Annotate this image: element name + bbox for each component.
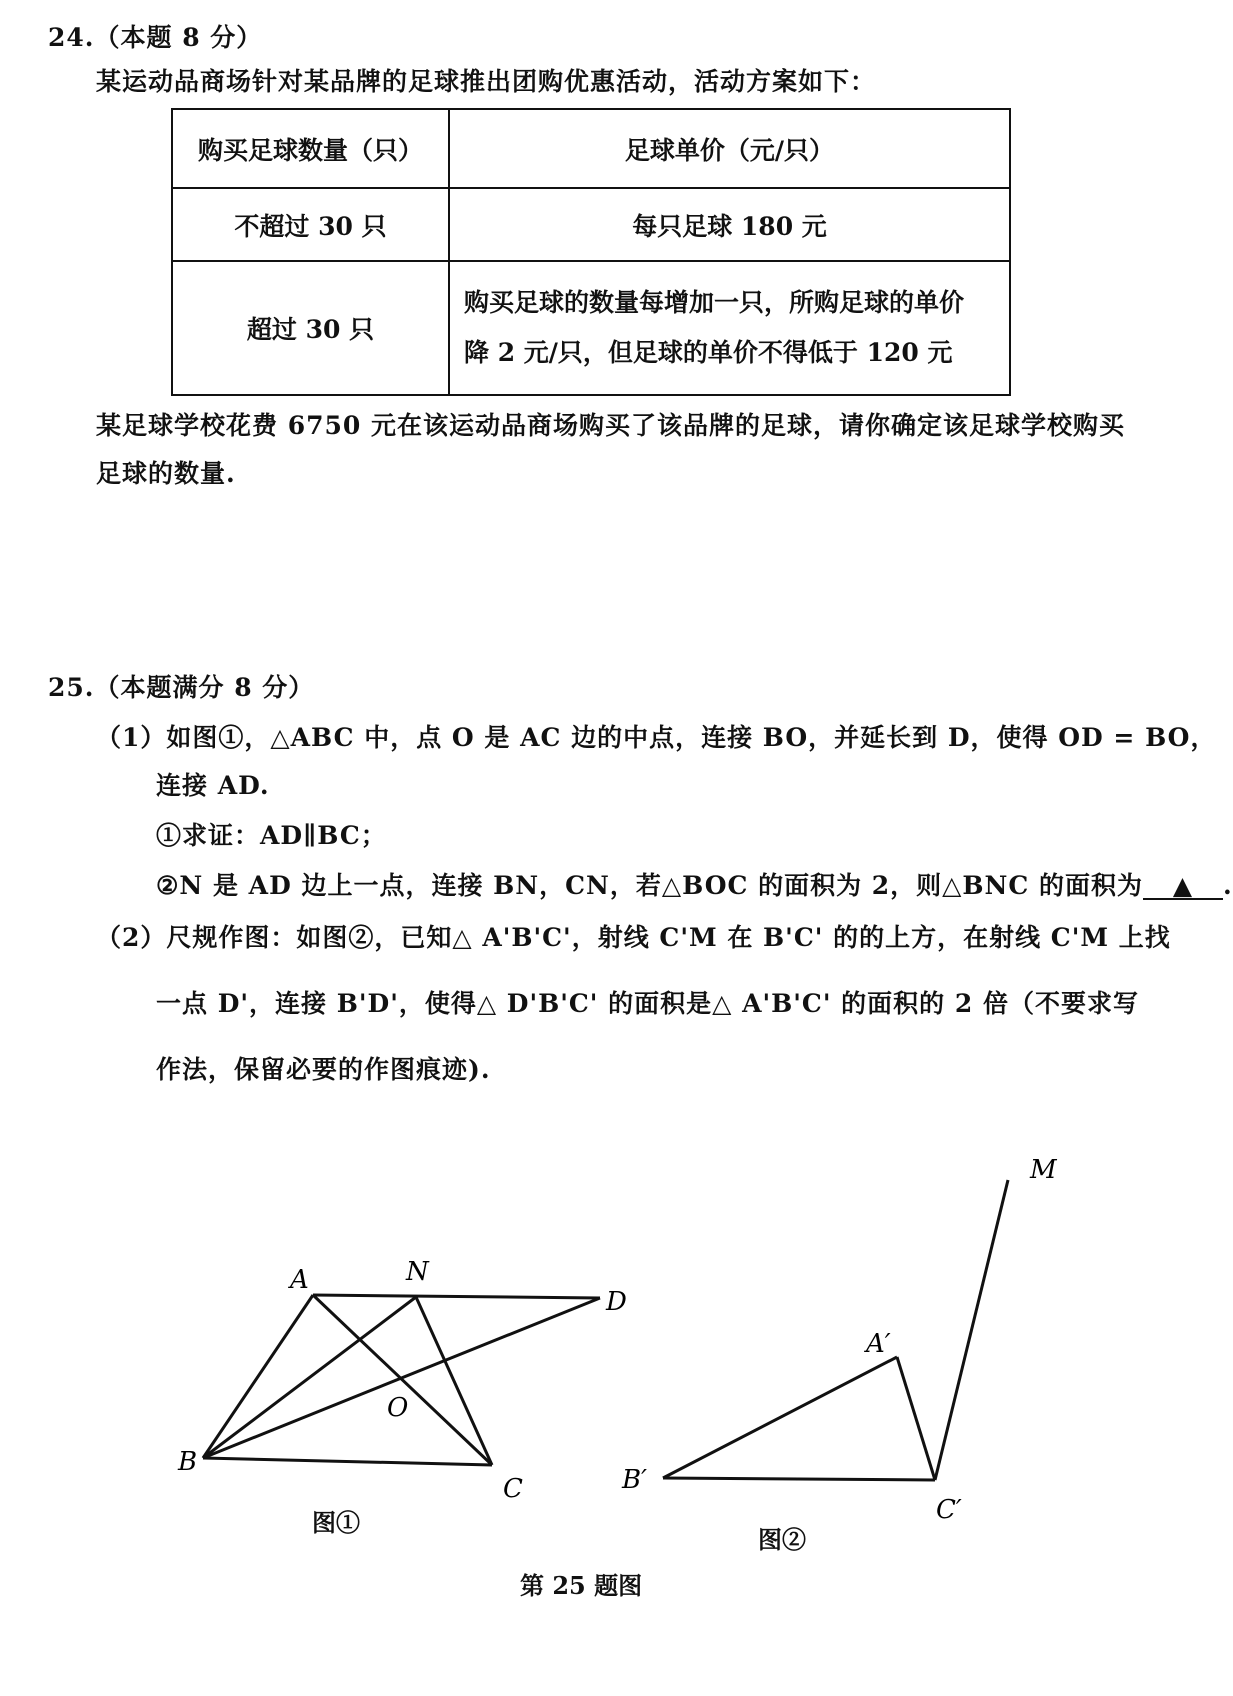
segment-BN bbox=[203, 1297, 416, 1458]
figures-svg bbox=[0, 1120, 1187, 1600]
point-label-C: C bbox=[503, 1474, 523, 1504]
q24-title: 24.（本题 8 分） bbox=[48, 23, 263, 52]
figure-2 bbox=[663, 1180, 1008, 1480]
row2-quantity: 超过 30 只 bbox=[172, 261, 449, 395]
q24-question-line2: 足球的数量. bbox=[96, 459, 236, 488]
segment-AC bbox=[313, 1295, 492, 1465]
point-label-O: O bbox=[387, 1393, 409, 1423]
figure-1 bbox=[203, 1295, 600, 1465]
table-row bbox=[172, 261, 1010, 395]
answer-blank: ▲ bbox=[1143, 874, 1223, 900]
segment-AB bbox=[203, 1295, 313, 1458]
offer-table-header bbox=[172, 109, 1010, 188]
figure-1-label: 图① bbox=[312, 1508, 360, 1537]
q25-part1-line2: 连接 AD. bbox=[156, 771, 270, 800]
point-label-C-prime: C′ bbox=[936, 1495, 962, 1525]
figure-caption: 第 25 题图 bbox=[520, 1571, 643, 1600]
header-quantity: 购买足球数量（只） bbox=[172, 109, 449, 188]
point-label-A-prime: A′ bbox=[866, 1329, 891, 1359]
row2-price-line1: 购买足球的数量每增加一只，所购足球的单价 bbox=[464, 288, 965, 318]
segment-CN bbox=[416, 1297, 492, 1465]
header-price: 足球单价（元/只） bbox=[449, 109, 1010, 188]
q24-intro: 某运动品商场针对某品牌的足球推出团购优惠活动，活动方案如下： bbox=[96, 67, 877, 96]
q25-part2-line3: 作法，保留必要的作图痕迹). bbox=[156, 1055, 491, 1084]
row2-price-line2: 降 2 元/只，但足球的单价不得低于 120 元 bbox=[464, 338, 953, 368]
figure-2-label: 图② bbox=[758, 1525, 806, 1554]
segment-AD bbox=[313, 1295, 600, 1298]
q25-title: 25.（本题满分 8 分） bbox=[48, 673, 315, 702]
point-label-A: A bbox=[290, 1265, 309, 1295]
segment-A'B' bbox=[663, 1357, 897, 1478]
offer-table bbox=[171, 108, 1011, 396]
q24-question-line1: 某足球学校花费 6750 元在该运动品商场购买了该品牌的足球，请你确定该足球学校购买 bbox=[96, 411, 1125, 440]
answer-period: . bbox=[1223, 871, 1233, 900]
q25-part2-line2: 一点 D'，连接 B'D'，使得△ D'B'C' 的面积是△ A'B'C' 的面积的 2 倍（不要求写 bbox=[156, 989, 1139, 1018]
point-label-N: N bbox=[406, 1257, 429, 1287]
row1-quantity: 不超过 30 只 bbox=[172, 188, 449, 261]
segment-BD bbox=[203, 1298, 600, 1458]
point-label-B: B bbox=[178, 1447, 198, 1477]
q25-part1-line1: （1）如图①，△ABC 中，点 O 是 AC 边的中点，连接 BO，并延长到 D，使得 OD = BO， bbox=[96, 723, 1217, 752]
point-label-B-prime: B′ bbox=[622, 1465, 648, 1495]
q25-part2-line1: （2）尺规作图：如图②，已知△ A'B'C'，射线 C'M 在 B'C' 的的上方，在射线 C'M 上找 bbox=[96, 923, 1171, 952]
q25-part1-sub2-text: ②N 是 AD 边上一点，连接 BN，CN，若△BOC 的面积为 2，则△BNC 的面积为 bbox=[156, 871, 1143, 900]
q25-part1-sub2 bbox=[156, 866, 1233, 902]
segment-B'C' bbox=[663, 1478, 935, 1480]
segment-BC bbox=[203, 1458, 492, 1465]
point-label-D: D bbox=[606, 1287, 627, 1317]
row1-price: 每只足球 180 元 bbox=[449, 188, 1010, 261]
point-label-M: M bbox=[1030, 1155, 1057, 1185]
segment-A'C' bbox=[897, 1357, 935, 1480]
row2-price bbox=[449, 261, 1010, 395]
q25-part1-sub1: ①求证：AD∥BC； bbox=[156, 821, 387, 850]
table-row bbox=[172, 188, 1010, 261]
ray-C'M bbox=[935, 1180, 1008, 1480]
